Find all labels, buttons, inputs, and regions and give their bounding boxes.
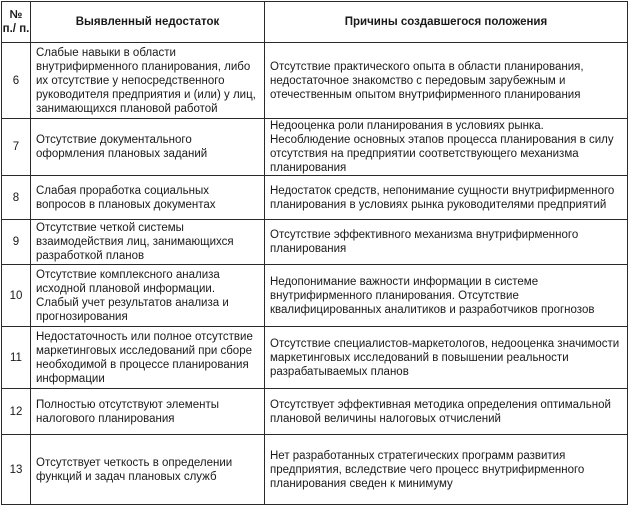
header-causes: Причины создавшегося положения xyxy=(265,2,628,43)
table-row xyxy=(2,220,628,265)
table-row xyxy=(2,176,628,220)
row-causes: Нет разработанных стратегических программ развития предприятия, вследствие чего процесс внутрифирменного планирования сведен к минимуму xyxy=(265,435,628,505)
table-row xyxy=(2,389,628,435)
row-causes: Недооценка роли планирования в условиях рынка. Несоблюдение основных этапов процесса планирования в силу отсутствия на предприятии соответствующего механизма планирования xyxy=(265,119,628,176)
table-row xyxy=(2,435,628,505)
row-number: 11 xyxy=(2,327,31,389)
header-deficiency: Выявленный недостаток xyxy=(31,2,265,43)
deficiencies-table xyxy=(1,1,628,505)
row-deficiency: Слабые навыки в области внутрифирменного планирования, либо их отсутствие у непосредственного руководителя предприятия и (или) у лиц, занимающихся плановой работой xyxy=(31,43,265,119)
row-number: 7 xyxy=(2,119,31,176)
row-causes: Недопонимание важности информации в системе внутрифирменного планирования. Отсутствие квалифицированных аналитиков и разработчиков прогнозов xyxy=(265,265,628,327)
row-causes: Отсутствие специалистов-маркетологов, недооценка значимости маркетинговых исследований в повышении реальности разрабатываемых планов xyxy=(265,327,628,389)
row-deficiency: Слабая проработка социальных вопросов в плановых документах xyxy=(31,176,265,220)
row-deficiency: Полностью отсутствуют элементы налогового планирования xyxy=(31,389,265,435)
table-row xyxy=(2,265,628,327)
row-causes: Отсутствует эффективная методика определения оптимальной плановой величины налоговых отчислений xyxy=(265,389,628,435)
table-row xyxy=(2,43,628,119)
row-deficiency: Отсутствие документального оформления плановых заданий xyxy=(31,119,265,176)
row-deficiency: Отсутствие четкой системы взаимодействия лиц, занимающихся разработкой планов xyxy=(31,220,265,265)
row-number: 13 xyxy=(2,435,31,505)
row-number: 6 xyxy=(2,43,31,119)
row-number: 9 xyxy=(2,220,31,265)
table-row xyxy=(2,119,628,176)
row-deficiency: Отсутствие комплексного анализа исходной плановой информации. Слабый учет результатов анализа и прогнозирования xyxy=(31,265,265,327)
row-deficiency: Недостаточность или полное отсутствие маркетинговых исследований при сборе необходимой в процессе планирования информации xyxy=(31,327,265,389)
header-number: № п./ п. xyxy=(2,2,31,43)
row-causes: Отсутствие эффективного механизма внутрифирменного планирования xyxy=(265,220,628,265)
row-number: 10 xyxy=(2,265,31,327)
row-causes: Отсутствие практического опыта в области планирования, недостаточное знакомство с передовым зарубежным и отечественным опытом внутрифирменного планирования xyxy=(265,43,628,119)
table-row xyxy=(2,327,628,389)
row-causes: Недостаток средств, непонимание сущности внутрифирменного планирования в условиях рынка руководителями предприятий xyxy=(265,176,628,220)
row-number: 8 xyxy=(2,176,31,220)
row-number: 12 xyxy=(2,389,31,435)
row-deficiency: Отсутствует четкость в определении функций и задач плановых служб xyxy=(31,435,265,505)
table-header-row xyxy=(2,2,628,43)
